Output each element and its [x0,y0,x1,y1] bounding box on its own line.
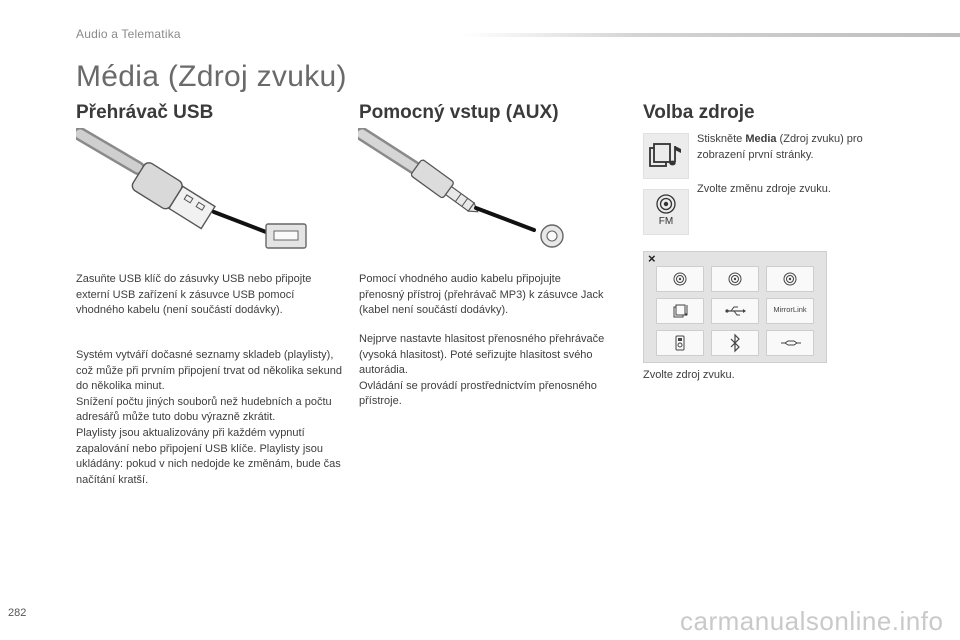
source-tile-mirrorlink[interactable] [766,298,814,324]
source-step-3: Zvolte zdroj zvuku. [643,369,735,381]
media-button[interactable] [643,133,689,179]
radio-icon [657,267,703,291]
page-title: Média (Zdroj zvuku) [76,60,347,93]
mirrorlink-label: MirrorLink [773,305,807,314]
source-tile-media[interactable] [656,298,704,324]
source-tile-portable[interactable] [656,330,704,356]
header-section-label: Audio a Telematika [76,27,181,41]
radio-icon [767,267,813,291]
source-tile-radio-1[interactable] [656,266,704,292]
radio-signal-icon [644,190,688,234]
media-icon [657,299,703,323]
source-selection-panel [643,251,827,363]
source-step-1-media: Media [745,133,777,145]
portable-player-icon [657,331,703,355]
media-icon [644,134,688,178]
source-section-title: Volba zdroje [643,102,755,123]
aux-paragraph-1: Pomocí vhodného audio kabelu připojujte přenosný přístroj (přehrávač MP3) k zásuvce Jack (kabel není součástí dodávky). [359,273,604,317]
header-divider [463,33,960,37]
source-tile-radio-3[interactable] [766,266,814,292]
source-step-2: Zvolte změnu zdroje zvuku. [697,183,831,195]
usb-section-title: Přehrávač USB [76,102,214,123]
source-tile-usb[interactable] [711,298,759,324]
source-tile-bluetooth[interactable] [711,330,759,356]
source-step-1 [697,132,902,163]
bluetooth-icon [712,331,758,355]
fm-label: FM [658,216,674,227]
source-step-1-prefix: Stiskněte [697,133,746,145]
usb-plug-illustration [76,128,316,256]
source-tile-radio-2[interactable] [711,266,759,292]
aux-jack-illustration [358,128,578,250]
usb-paragraph-2: Systém vytváří dočasné seznamy skladeb (playlisty), což může při prvním připojení trvat od několika sekund do několika minut. Snížení počtu jiných souborů než hudebních a počtu adresářů může tuto dobu výrazně zkrátit. Playlisty jsou aktualizovány při každém vypnutí zapalování nebo připojení USB klíče. Playlisty jsou ukládány: pokud v nich nedojde ke změnám, bude čas načítání kratší. [76,349,342,486]
usb-paragraph-1: Zasuňte USB klíč do zásuvky USB nebo připojte externí USB zařízení k zásuvce USB pomocí vhodného kabelu (není součástí dodávky). [76,273,312,317]
page-number: 282 [8,607,27,619]
close-icon[interactable]: × [648,251,656,266]
aux-cable-icon [767,331,813,355]
watermark: carmanualsonline.info [680,606,944,636]
radio-icon [712,267,758,291]
fm-source-button[interactable] [643,189,689,235]
aux-paragraph-2: Nejprve nastavte hlasitost přenosného přehrávače (vysoká hlasitost). Poté seřizujte hlasitost svého autorádia. Ovládání se provádí prostřednictvím přenosného přístroje. [359,333,605,408]
usb-icon [712,299,758,323]
source-tile-aux[interactable] [766,330,814,356]
aux-section-title: Pomocný vstup (AUX) [359,102,559,123]
source-step-1-suffix: (Zdroj zvuku) pro zobrazení první stránky. [697,133,863,161]
